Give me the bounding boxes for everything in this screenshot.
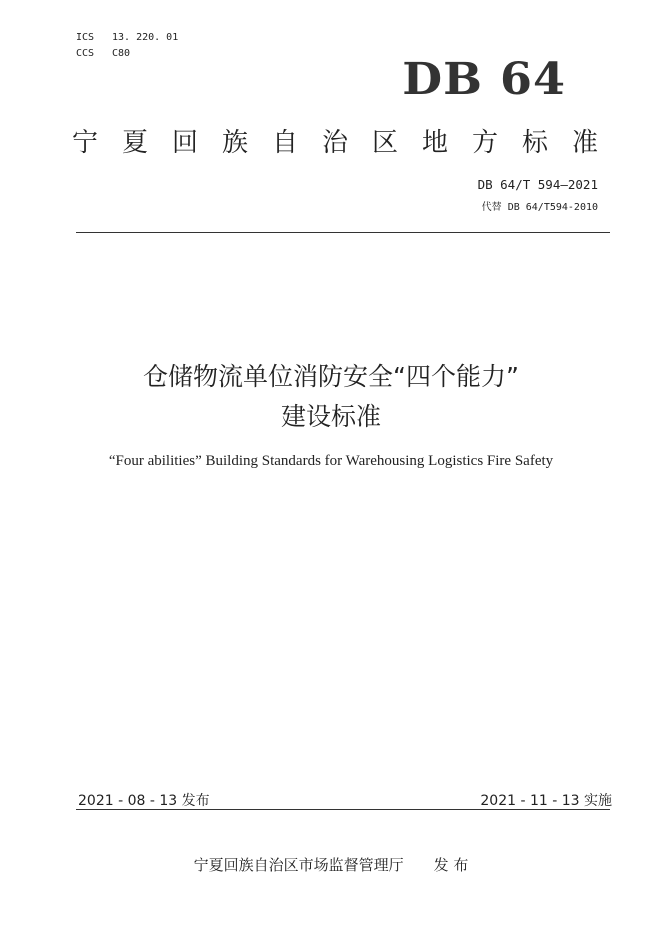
ics-value: 13. 220. 01 <box>112 32 179 43</box>
effective-date: 2021 - 11 - 13 实施 <box>480 793 612 809</box>
ics-code <box>76 30 178 46</box>
publisher-name: 宁夏回族自治区市场监督管理厅 <box>193 856 404 874</box>
classification-codes <box>76 30 178 62</box>
replaces-standard: 代替 DB 64/T594-2010 <box>481 202 598 213</box>
ics-label: ICS <box>76 32 95 43</box>
ccs-code <box>76 46 178 62</box>
standard-number: DB 64/T 594—2021 <box>477 177 598 192</box>
issuing-authority-title: 宁夏回族自治区地方标准 <box>72 128 623 158</box>
issue-date: 2021 - 08 - 13 发布 <box>78 793 210 809</box>
publisher <box>0 854 662 875</box>
publisher-action: 发 布 <box>433 856 469 874</box>
top-divider <box>76 232 610 233</box>
title-chinese-line2: 建设标准 <box>280 402 381 431</box>
bottom-divider <box>76 809 610 810</box>
title-chinese-line1: 仓储物流单位消防安全“四个能力” <box>143 362 519 391</box>
db-logo: DB 64 <box>402 53 566 105</box>
ccs-value: C80 <box>112 48 131 59</box>
title-english: “Four abilities” Building Standards for Warehousing Logistics Fire Safety <box>108 453 554 469</box>
ccs-label: CCS <box>76 48 95 59</box>
